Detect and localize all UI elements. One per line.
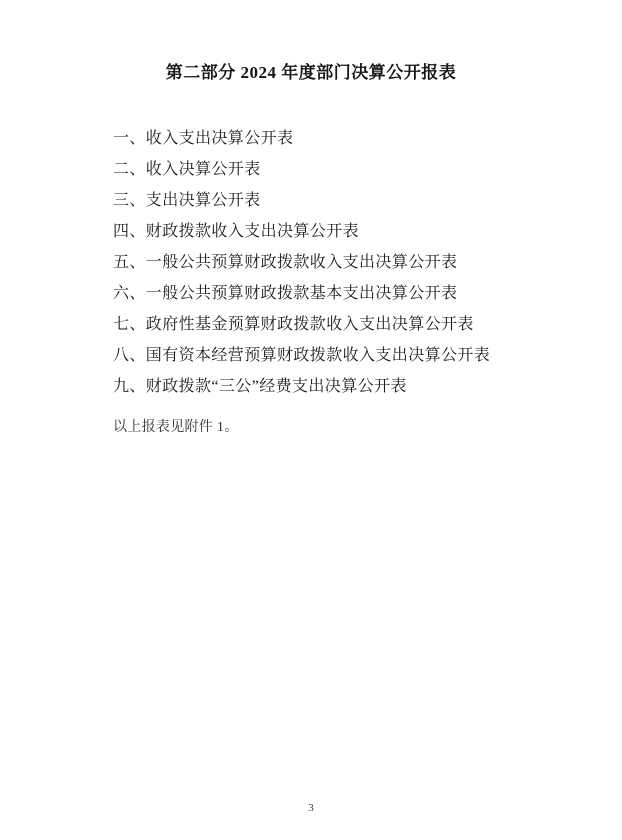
- table-of-contents: [0, 131, 622, 395]
- page-title: 第二部分 2024 年度部门决算公开报表: [165, 63, 457, 82]
- list-item: 四、财政拨款收入支出决算公开表: [113, 223, 360, 240]
- document-page: [0, 58, 622, 840]
- list-item: 五、一般公共预算财政拨款收入支出决算公开表: [113, 254, 458, 271]
- list-item: 七、政府性基金预算财政拨款收入支出决算公开表: [113, 316, 474, 333]
- list-item: 三、支出决算公开表: [113, 192, 261, 209]
- page-number: 3: [308, 802, 314, 814]
- list-item: 一、收入支出决算公开表: [113, 130, 294, 147]
- list-item: 六、一般公共预算财政拨款基本支出决算公开表: [113, 285, 458, 302]
- list-item: 八、国有资本经营预算财政拨款收入支出决算公开表: [113, 347, 491, 364]
- attachment-note: 以上报表见附件 1。: [113, 420, 239, 435]
- list-item: 九、财政拨款“三公”经费支出决算公开表: [113, 378, 407, 395]
- list-item: 二、收入决算公开表: [113, 161, 261, 178]
